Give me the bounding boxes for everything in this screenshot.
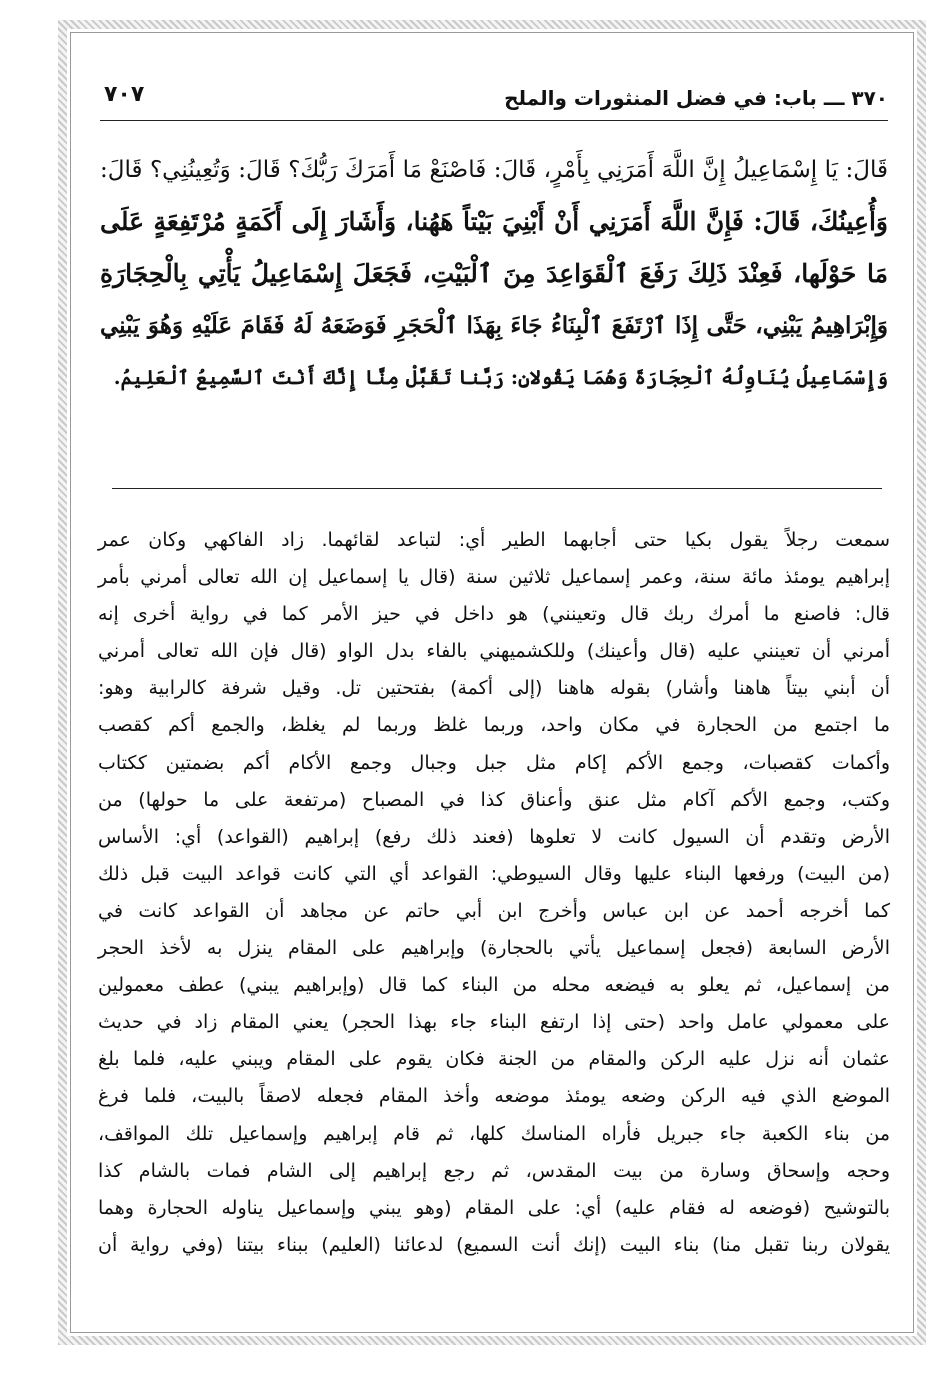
hadith-line: وَإِبْرَاهِيمُ يَبْنِي، حَتَّى إِذَا ٱرْتَفَعَ ٱلْبِنَاءُ جَاءَ بِهَذَا ٱلْحَجَرِ فَوَضَعَهُ لَهُ فَقَامَ عَلَيْهِ وَهُوَ يَبْنِي (100, 312, 888, 339)
hadith-line: وَإِسْمَاعِيلُ يُنَاوِلُهُ ٱلْحِجَارَةَ وَهُمَا يَقُولانِ: رَبَّنا تَقَبَّلْ مِنَّا إِنَّكَ أَنْتَ ٱلسَّمِيعُ ٱلْعَلِيمُ. (113, 366, 888, 389)
commentary-line: ما اجتمع من الحجارة في مكان واحد، وربما غلظ وربما لم يغلظ، والجمع أكم كقصب (98, 714, 890, 737)
commentary-line: من إسماعيل، ثم يعلو به فيضعه محله من البناء كما قال (وإبراهيم يبني) عطف معمولين (98, 974, 890, 997)
commentary-line: على معمولي عامل واحد (حتى إذا ارتفع البناء جاء بهذا الحجر) يعني المقام زاد في حديث (98, 1011, 890, 1034)
running-header (100, 80, 888, 121)
section-divider (112, 488, 882, 489)
hadith-line: قَالَ: يَا إِسْمَاعِيلُ إِنَّ اللَّهَ أَمَرَنِي بِأَمْرٍ، قَالَ: فَاصْنَعْ مَا أَمَرَكَ رَبُّكَ؟ قَالَ: وَتُعِينُنِي؟ قَالَ: (100, 157, 888, 183)
commentary-line: الأرض وتقدم أن السيول كانت لا تعلوها (فعند ذلك رفع) إبراهيم (القواعد) أي: الأساس (98, 825, 890, 848)
commentary-line: الأرض السابعة (فجعل إسماعيل يأتي بالحجارة) وإبراهيم على المقام ينزل به لأخذ الحجر (98, 937, 890, 960)
commentary-line: وحجه وإسحاق وسارة من بيت المقدس، ثم رجع إبراهيم إلى الشام فمات بالشام كذا (98, 1159, 890, 1182)
commentary-line: (من البيت) ورفعها البناء عليها وقال السيوطي: القواعد أي التي كانت قواعد البيت قبل ذلك (98, 862, 890, 885)
commentary-line: يقولان ربنا تقبل منا) بناء البيت (إنك أنت السميع) لدعائنا (العليم) ببناء بيتنا (وفي رواية أن (98, 1233, 890, 1256)
commentary-line: أن أبني بيتاً هاهنا وأشار) بقوله هاهنا (إلى أكمة) بفتحتين تل. وقيل شرفة كالرابية وهو: (98, 677, 890, 700)
commentary-line: قال: فاصنع ما أمرك ربك قال وتعينني) هو داخل في حيز الأمر كما في رواية أخرى إنه (98, 603, 890, 626)
commentary-line: من بناء الكعبة جاء جبريل فأراه المناسك كلها، ثم قام إبراهيم وإسماعيل تلك المواقف، (98, 1122, 890, 1145)
page (82, 44, 902, 1324)
commentary-text (98, 522, 890, 1264)
commentary-line: كما أخرجه أحمد عن ابن عباس وأخرج ابن أبي حاتم عن مجاهد أن القواعد كانت في (98, 899, 890, 922)
hadith-text (100, 144, 888, 404)
hadith-line: مَا حَوْلَها، فَعِنْدَ ذَلِكَ رَفَعَ ٱلْقَوَاعِدَ مِنَ ٱلْبَيْتِ، فَجَعَلَ إِسْمَاعِيلُ يَأْتِي بِالْحِجَارَةِ (100, 259, 888, 288)
commentary-line: بالتوشيح (فوضعه له فقام عليه) أي: على المقام (وهو يبني وإسماعيل يناوله الحجارة وهما (98, 1196, 890, 1219)
page-number: ٧٠٧ (104, 82, 145, 107)
commentary-line: سمعت رجلاً يقول بكيا حتى أجابهما الطير أي: لتباعد لقائهما. زاد الفاكهي وكان عمر (98, 529, 890, 551)
commentary-line: عثمان أنه نزل عليه الركن والمقام من الجنة فكان يقوم على المقام ويبني عليه، فلما بلغ (98, 1048, 890, 1071)
commentary-line: وأكمات كقصبات، وجمع الأكم إكام مثل جبل وجبال وجمع الأكام أكم بضمتين ككتاب (98, 751, 890, 774)
chapter-title: ٣٧٠ ـــ باب: في فضل المنثورات والملح (504, 86, 888, 110)
hadith-line: وَأُعِينُكَ، قَالَ: فَإِنَّ اللَّهَ أَمَرَنِي أَنْ أَبْنِيَ بَيْتاً هَهُنا، وَأَشَارَ إِلَى أَكَمَةٍ مُرْتَفِعَةٍ عَلَى (100, 207, 888, 236)
commentary-line: إبراهيم يومئذ مائة سنة، وعمر إسماعيل ثلاثين سنة (قال يا إسماعيل إن الله تعالى أمرني بأمر (98, 566, 890, 589)
commentary-line: أمرني أن تعينني عليه (قال وأعينك) وللكشميهني بالفاء بدل الواو (قال فإن الله تعالى أمرني (98, 640, 890, 663)
commentary-line: وكتب، وجمع الأكم آكام مثل عنق وأعناق كذا في المصباح (مرتفعة على ما حولها) من (98, 788, 890, 811)
commentary-line: الموضع الذي فيه الركن وضعه يومئذ موضعه وأخذ المقام فجعله لاصقاً بالبيت، فلما فرغ (98, 1085, 890, 1108)
